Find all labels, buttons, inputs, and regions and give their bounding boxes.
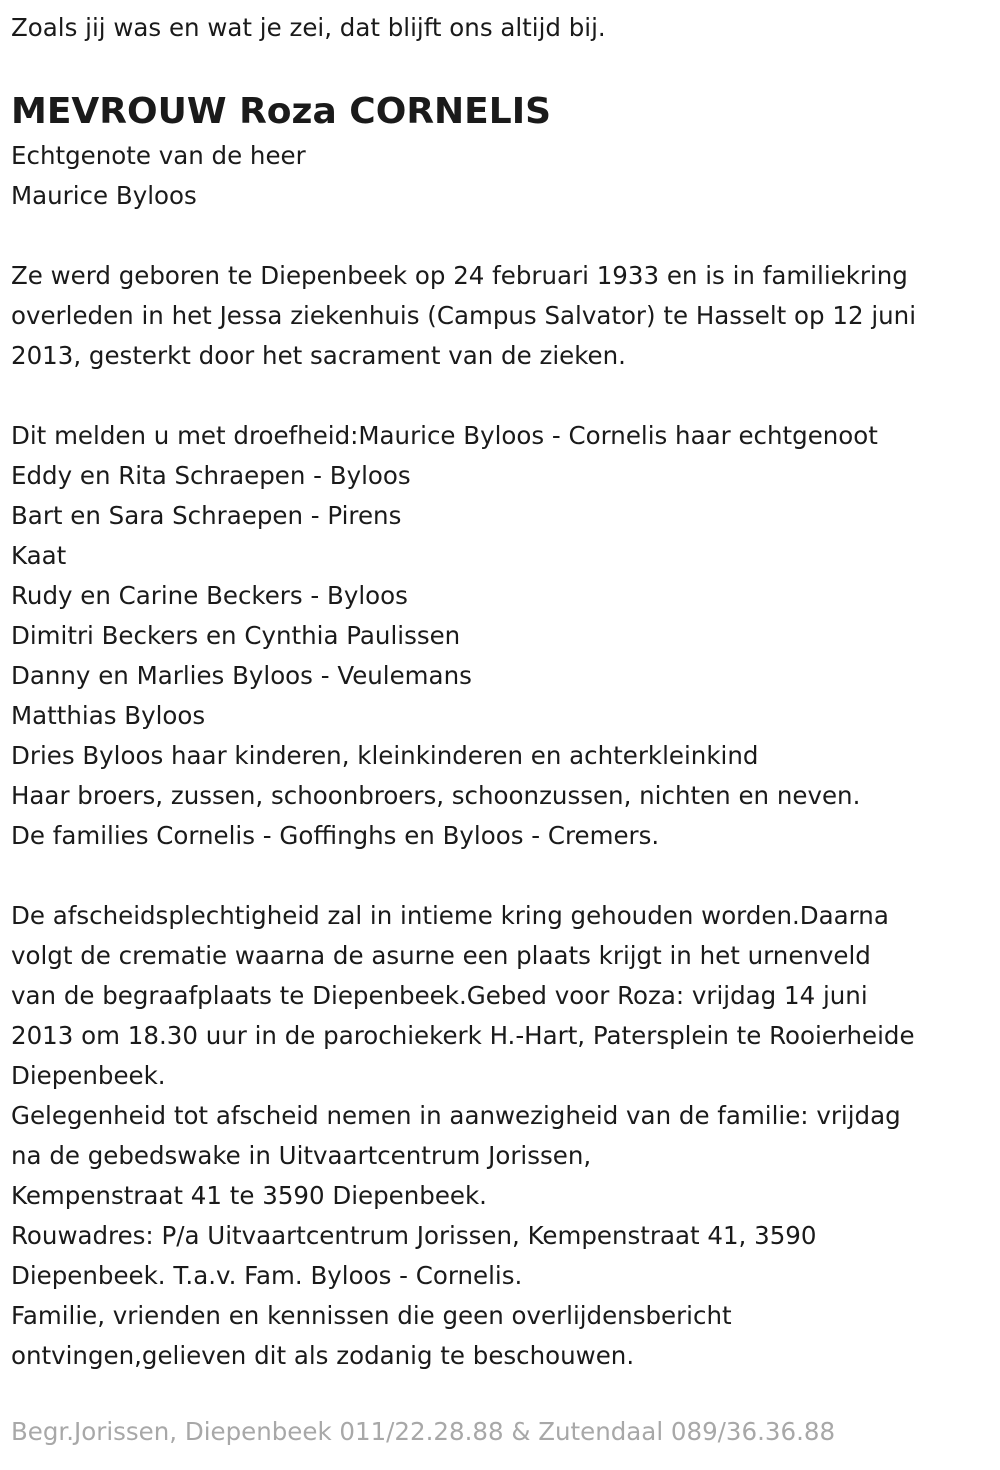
funeral-home-footer: Begr.Jorissen, Diepenbeek 011/22.28.88 & Zutendaal 089/36.36.88 bbox=[11, 1417, 836, 1446]
mourners-line: Danny en Marlies Byloos - Veulemans bbox=[11, 661, 472, 690]
spouse-section bbox=[11, 136, 991, 216]
mourners-line: Matthias Byloos bbox=[11, 701, 206, 730]
mourners-line: Dries Byloos haar kinderen, kleinkinderen en achterkleinkind bbox=[11, 741, 759, 770]
mourners-line: Rudy en Carine Beckers - Byloos bbox=[11, 581, 408, 610]
birth-death-line: overleden in het Jessa ziekenhuis (Campus Salvator) te Hasselt op 12 juni bbox=[11, 301, 917, 330]
ceremony-line: 2013 om 18.30 uur in de parochiekerk H.-Hart, Patersplein te Rooierheide bbox=[11, 1021, 915, 1050]
birth-death-section bbox=[11, 256, 991, 376]
birth-death-line: 2013, gesterkt door het sacrament van de zieken. bbox=[11, 341, 626, 370]
mourners-line: Kaat bbox=[11, 541, 67, 570]
mourners-line: Haar broers, zussen, schoonbroers, schoonzussen, nichten en neven. bbox=[11, 781, 861, 810]
ceremony-line: Kempenstraat 41 te 3590 Diepenbeek. bbox=[11, 1181, 487, 1210]
ceremony-line: De afscheidsplechtigheid zal in intieme kring gehouden worden.Daarna bbox=[11, 901, 889, 930]
ceremony-line: Gelegenheid tot afscheid nemen in aanwezigheid van de familie: vrijdag bbox=[11, 1101, 901, 1130]
memorial-quote: Zoals jij was en wat je zei, dat blijft ons altijd bij. bbox=[11, 13, 606, 42]
ceremony-line: van de begraafplaats te Diepenbeek.Gebed voor Roza: vrijdag 14 juni bbox=[11, 981, 868, 1010]
spacer bbox=[11, 376, 991, 416]
ceremony-section bbox=[11, 896, 991, 1376]
obituary-notice bbox=[11, 8, 991, 1376]
birth-death-line: Ze werd geboren te Diepenbeek op 24 februari 1933 en is in familiekring bbox=[11, 261, 908, 290]
ceremony-line: na de gebedswake in Uitvaartcentrum Jorissen, bbox=[11, 1141, 592, 1170]
mourners-section bbox=[11, 416, 991, 856]
ceremony-line: volgt de crematie waarna de asurne een plaats krijgt in het urnenveld bbox=[11, 941, 871, 970]
mourners-line: Bart en Sara Schraepen - Pirens bbox=[11, 501, 402, 530]
spacer bbox=[11, 856, 991, 896]
deceased-name: MEVROUW Roza CORNELIS bbox=[11, 91, 552, 132]
spouse-line: Echtgenote van de heer bbox=[11, 141, 306, 170]
ceremony-line: ontvingen,gelieven dit als zodanig te beschouwen. bbox=[11, 1341, 635, 1370]
mourners-line: Dit melden u met droefheid:Maurice Byloos - Cornelis haar echtgenoot bbox=[11, 421, 878, 450]
spacer bbox=[11, 216, 991, 256]
mourners-line: Dimitri Beckers en Cynthia Paulissen bbox=[11, 621, 461, 650]
ceremony-line: Diepenbeek. T.a.v. Fam. Byloos - Cornelis. bbox=[11, 1261, 523, 1290]
mourners-line: Eddy en Rita Schraepen - Byloos bbox=[11, 461, 411, 490]
ceremony-line: Diepenbeek. bbox=[11, 1061, 166, 1090]
mourners-line: De families Cornelis - Goffinghs en Byloos - Cremers. bbox=[11, 821, 660, 850]
ceremony-line: Familie, vrienden en kennissen die geen overlijdensbericht bbox=[11, 1301, 732, 1330]
spouse-line: Maurice Byloos bbox=[11, 181, 197, 210]
ceremony-line: Rouwadres: P/a Uitvaartcentrum Jorissen, Kempenstraat 41, 3590 bbox=[11, 1221, 817, 1250]
